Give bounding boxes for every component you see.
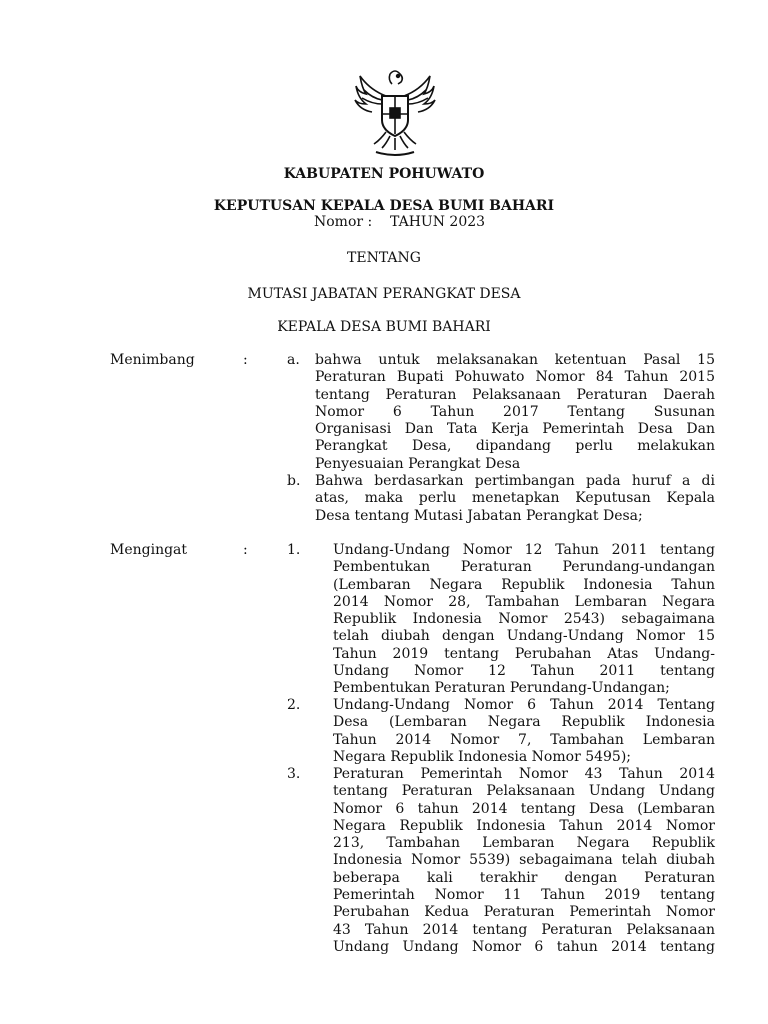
mengingat-marker-2: 2.	[287, 697, 301, 713]
menimbang-label: Menimbang	[110, 352, 195, 368]
menimbang-marker-a: a.	[287, 352, 300, 368]
item-line: Perangkat Desa, dipandang perlu melakukan	[315, 438, 715, 455]
item-line: tentang Peraturan Pelaksanaan Undang Undang	[333, 783, 715, 800]
menimbang-marker-b: b.	[287, 473, 301, 489]
item-line: (Lembaran Negara Republik Indonesia Tahun	[333, 576, 715, 593]
item-line: Pembentukan Peraturan Perundang-undangan	[333, 559, 715, 576]
item-line: Pembentukan Peraturan Perundang-Undangan;	[333, 680, 670, 697]
garuda-emblem-icon	[352, 68, 438, 158]
mengingat-item-1	[333, 542, 715, 698]
item-line: Penyesuaian Perangkat Desa	[315, 455, 521, 472]
menimbang-item-b	[315, 473, 715, 525]
mengingat-marker-3: 3.	[287, 766, 301, 782]
item-line: atas, maka perlu menetapkan Keputusan Kepala	[315, 490, 715, 507]
item-line: 43 Tahun 2014 tentang Peraturan Pelaksanaan	[333, 921, 715, 938]
issuer-heading: KEPALA DESA BUMI BAHARI	[277, 319, 491, 335]
item-line: Bahwa berdasarkan pertimbangan pada huruf a di	[315, 473, 715, 489]
item-line: Desa tentang Mutasi Jabatan Perangkat Desa;	[315, 507, 643, 524]
item-line: Peraturan Bupati Pohuwato Nomor 84 Tahun 2015	[315, 369, 715, 386]
mengingat-marker-1: 1.	[287, 542, 301, 558]
item-line: Undang-Undang Nomor 6 Tahun 2014 Tentang	[333, 697, 715, 713]
item-line: Desa (Lembaran Negara Republik Indonesia	[333, 714, 715, 731]
item-line: Undang Nomor 12 Tahun 2011 tentang	[333, 663, 715, 680]
item-line: beberapa kali terakhir dengan Peraturan	[333, 869, 715, 886]
item-line: Undang Undang Nomor 6 tahun 2014 tentang	[333, 938, 715, 955]
item-line: Tahun 2014 Nomor 7, Tambahan Lembaran	[333, 731, 715, 748]
item-line: Peraturan Pemerintah Nomor 43 Tahun 2014	[333, 766, 715, 782]
mengingat-label: Mengingat	[110, 542, 188, 558]
item-line: Pemerintah Nomor 11 Tahun 2019 tentang	[333, 887, 715, 904]
item-line: telah diubah dengan Undang-Undang Nomor 15	[333, 628, 715, 645]
mengingat-item-3	[333, 766, 715, 956]
menimbang-item-a	[315, 352, 715, 473]
item-line: Negara Republik Indonesia Tahun 2014 Nomor	[333, 817, 715, 834]
mengingat-item-2	[333, 697, 715, 766]
item-line: Nomor 6 Tahun 2017 Tentang Susunan	[315, 403, 715, 420]
decree-subject: MUTASI JABATAN PERANGKAT DESA	[247, 286, 521, 302]
item-line: Negara Republik Indonesia Nomor 5495);	[333, 748, 632, 765]
item-line: Indonesia Nomor 5539) sebagaimana telah diubah	[333, 852, 715, 869]
menimbang-colon: :	[243, 352, 248, 368]
item-line: bahwa untuk melaksanakan ketentuan Pasal 15	[315, 352, 715, 368]
item-line: 213, Tambahan Lembaran Negara Republik	[333, 835, 715, 852]
item-line: tentang Peraturan Pelaksanaan Peraturan Daerah	[315, 386, 715, 403]
about-heading: TENTANG	[347, 250, 421, 266]
mengingat-colon: :	[243, 542, 248, 558]
item-line: Perubahan Kedua Peraturan Pemerintah Nomor	[333, 904, 715, 921]
item-line: Republik Indonesia Nomor 2543) sebagaimana	[333, 611, 715, 628]
item-line: Undang-Undang Nomor 12 Tahun 2011 tentang	[333, 542, 715, 558]
decree-number: Nomor : TAHUN 2023	[314, 214, 486, 230]
item-line: 2014 Nomor 28, Tambahan Lembaran Negara	[333, 593, 715, 610]
item-line: Tahun 2019 tentang Perubahan Atas Undang-	[333, 645, 715, 662]
item-line: Organisasi Dan Tata Kerja Pemerintah Desa Dan	[315, 421, 715, 438]
regency-heading: KABUPATEN POHUWATO	[283, 166, 485, 182]
item-line: Nomor 6 tahun 2014 tentang Desa (Lembaran	[333, 800, 715, 817]
decree-title: KEPUTUSAN KEPALA DESA BUMI BAHARI	[213, 198, 555, 214]
